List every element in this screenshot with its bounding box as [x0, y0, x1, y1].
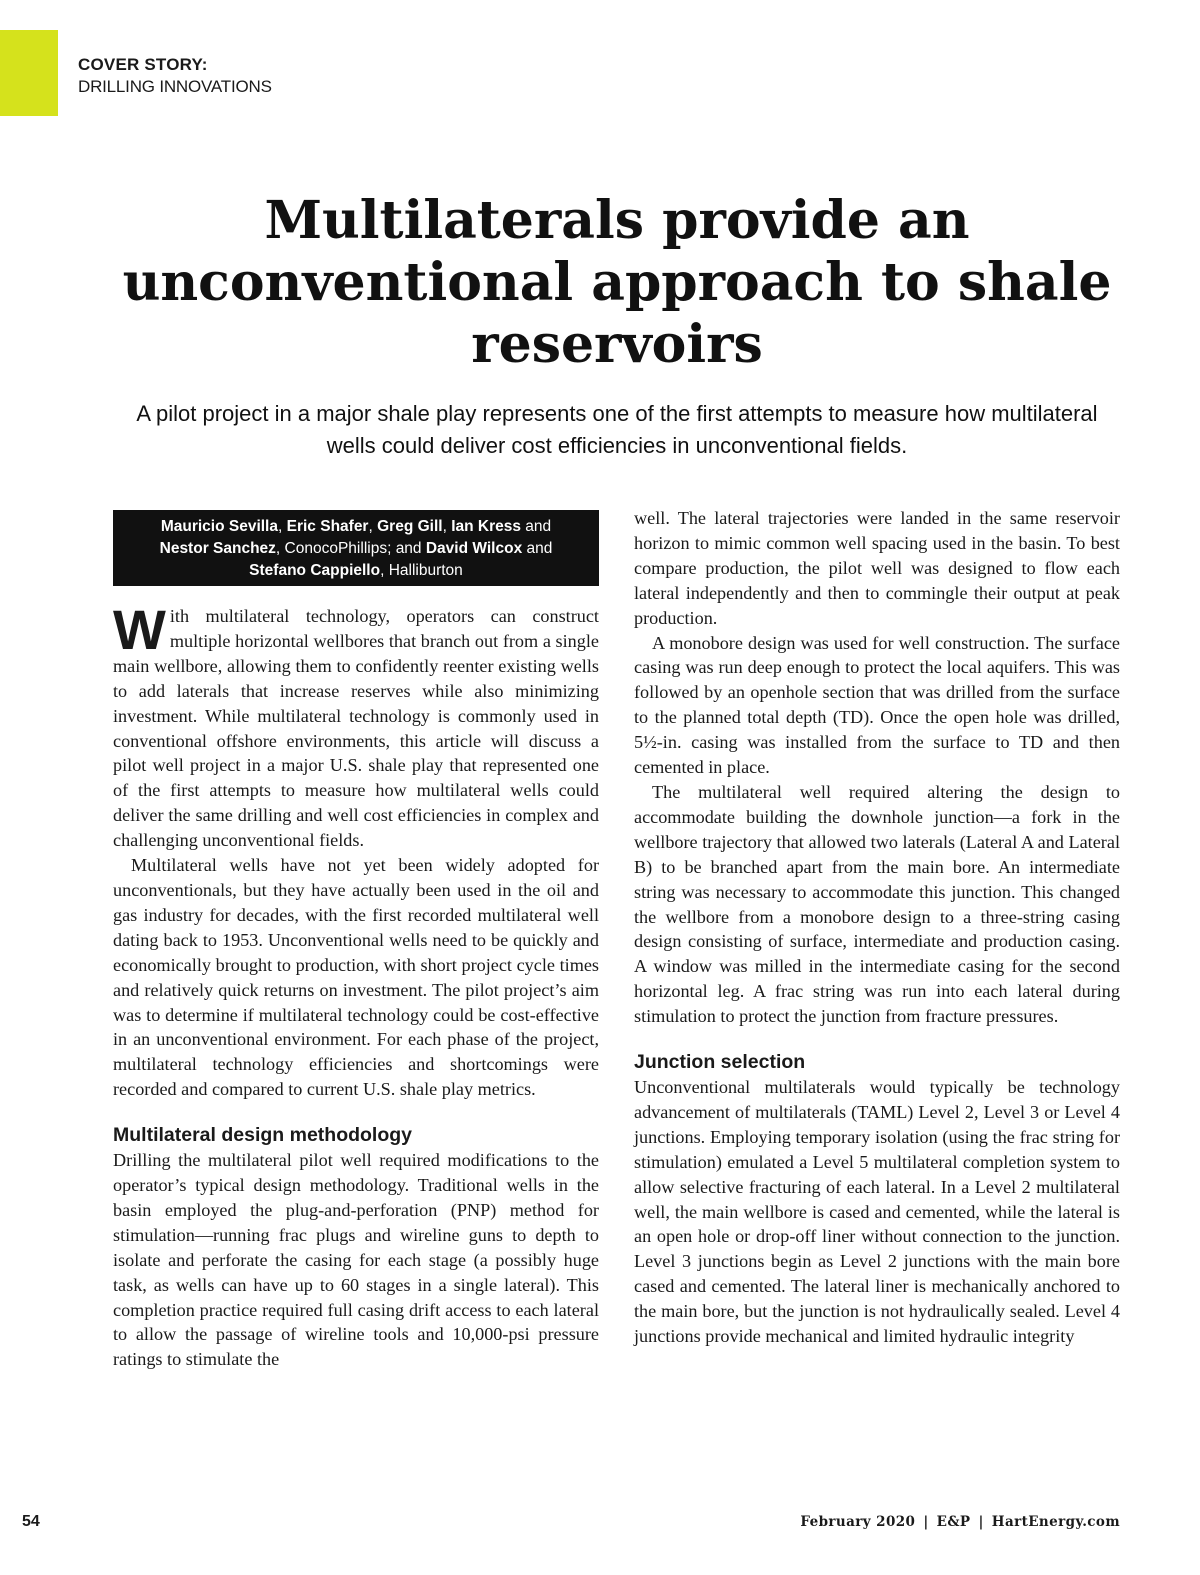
- section-label: [78, 54, 272, 98]
- author-name: Mauricio Sevilla: [160, 518, 278, 535]
- article-deck: A pilot project in a major shale play represents one of the first attempts to measure how multilateral wells could deliver cost efficiencies in unconventional fields.: [136, 401, 1098, 458]
- author-name: Stefano Cappiello: [249, 562, 381, 579]
- body-paragraph: well. The lateral trajectories were landed in the same reservoir horizon to mimic common well spacing used in the basin. To best compare production, the pilot well was designed to flow each lateral independently and then to commingle their output at peak production.: [634, 508, 1120, 628]
- author-byline-box: Mauricio Sevilla, Eric Shafer, Greg Gill, Ian Kress and Nestor Sanchez, ConocoPhillips; and David Wilcox and Stefano Cappiello, Halliburton: [113, 510, 599, 586]
- section-kicker: COVER STORY:: [78, 55, 208, 74]
- author-name: Nestor Sanchez: [159, 540, 276, 557]
- page-footer: February 2020 | E&P | HartEnergy.com: [800, 1514, 1120, 1530]
- body-paragraph: Drilling the multilateral pilot well required modifications to the operator’s typical design methodology. Traditional wells in the basin employed the plug-and-perforation (PNP) method for stimulation—running frac plugs and wireline guns to depth to isolate and perforate the casing for each stage (a possibly huge task, as wells can have up to 60 stages in a single lateral). This completion practice required full casing drift access to each lateral to allow the passage of wireline tools and 10,000-psi pressure ratings to stimulate the: [113, 1150, 599, 1370]
- body-paragraph: Unconventional multilaterals would typically be technology advancement of multilaterals (TAML) Level 2, Level 3 or Level 4 junctions. Employing temporary isolation (using the frac string for stimulation) emulated a Level 5 multilateral completion system to allow selective fracturing of each lateral. In a Level 2 multilateral well, the main wellbore is cased and cemented, while the lateral is an open hole or drop-off liner without connection to the junction. Level 3 junctions begin as Level 2 junctions with the main bore cased and cemented. The lateral liner is mechanically anchored to the main bore, but the junction is not hydraulically sealed. Level 4 junctions provide mechanical and limited hydraulic integrity: [634, 1077, 1120, 1347]
- subhead-design-methodology: Multilateral design methodology: [113, 1124, 413, 1147]
- body-paragraph: A monobore design was used for well construction. The surface casing was run deep enough to protect the local aquifers. This was followed by an openhole section that was drilled from the surface to the planned total depth (TD). Once the open hole was drilled, 5½-in. casing was installed from the surface to TD and then cemented in place.: [634, 632, 1120, 778]
- footer-issue-date: February 2020: [800, 1514, 916, 1530]
- drop-cap: W: [113, 598, 166, 661]
- author-affiliation: ConocoPhillips: [284, 540, 388, 557]
- subhead-junction-selection: Junction selection: [634, 1051, 806, 1074]
- body-paragraph: The multilateral well required altering the design to accommodate building the downhole junction—a fork in the wellbore trajectory that allowed two laterals (Lateral A and Lateral B) to be branched apart from the main bore. An intermediate string was necessary to accommodate this junction. This changed the wellbore from a monobore design to a three-string casing design consisting of surface, intermediate and production casing. A window was milled in the intermediate casing for the second horizontal leg. A frac string was run into each lateral during stimulation to protect the junction from fracture pressures.: [634, 781, 1120, 1027]
- author-name: Eric Shafer: [286, 518, 369, 535]
- section-color-tab: [0, 30, 58, 116]
- author-affiliation: Halliburton: [388, 562, 463, 579]
- author-name: David Wilcox: [425, 540, 523, 557]
- footer-website: HartEnergy.com: [991, 1514, 1120, 1530]
- body-paragraph: Multilateral wells have not yet been widely adopted for unconventionals, but they have actually been used in the oil and gas industry for decades, with the first recorded multilateral well dating back to 1953. Unconventional wells need to be quickly and economically brought to production, with short project cycle times and relatively quick returns on investment. The pilot project’s aim was to determine if multilateral technology could be cost-effective in an unconventional environment. For each phase of the project, multilateral technology efficiencies and shortcomings were recorded and compared to current U.S. shale play metrics.: [113, 855, 599, 1100]
- right-column: [634, 506, 1120, 1349]
- author-name: Greg Gill: [377, 518, 443, 535]
- author-name: Ian Kress: [451, 518, 521, 535]
- left-column: [113, 506, 599, 1372]
- footer-magazine: E&P: [936, 1514, 971, 1530]
- body-paragraph: [113, 598, 599, 853]
- article-headline: Multilaterals provide an unconventional approach to shale reservoirs: [122, 190, 1112, 375]
- page-number: 54: [22, 1513, 40, 1530]
- section-topic: DRILLING INNOVATIONS: [78, 77, 272, 96]
- paragraph-text: ith multilateral technology, operators can construct multiple horizontal wellbores that branch out from a single main wellbore, allowing them to confidently reenter existing wells to add laterals that increase reserves while also minimizing investment. While multilateral technology is commonly used in conventional offshore environments, this article will discuss a pilot well project in a major U.S. shale play that represented one of the first attempts to measure how multilateral wells could deliver the same drilling and well cost efficiencies in complex and challenging unconventional fields.: [113, 606, 599, 851]
